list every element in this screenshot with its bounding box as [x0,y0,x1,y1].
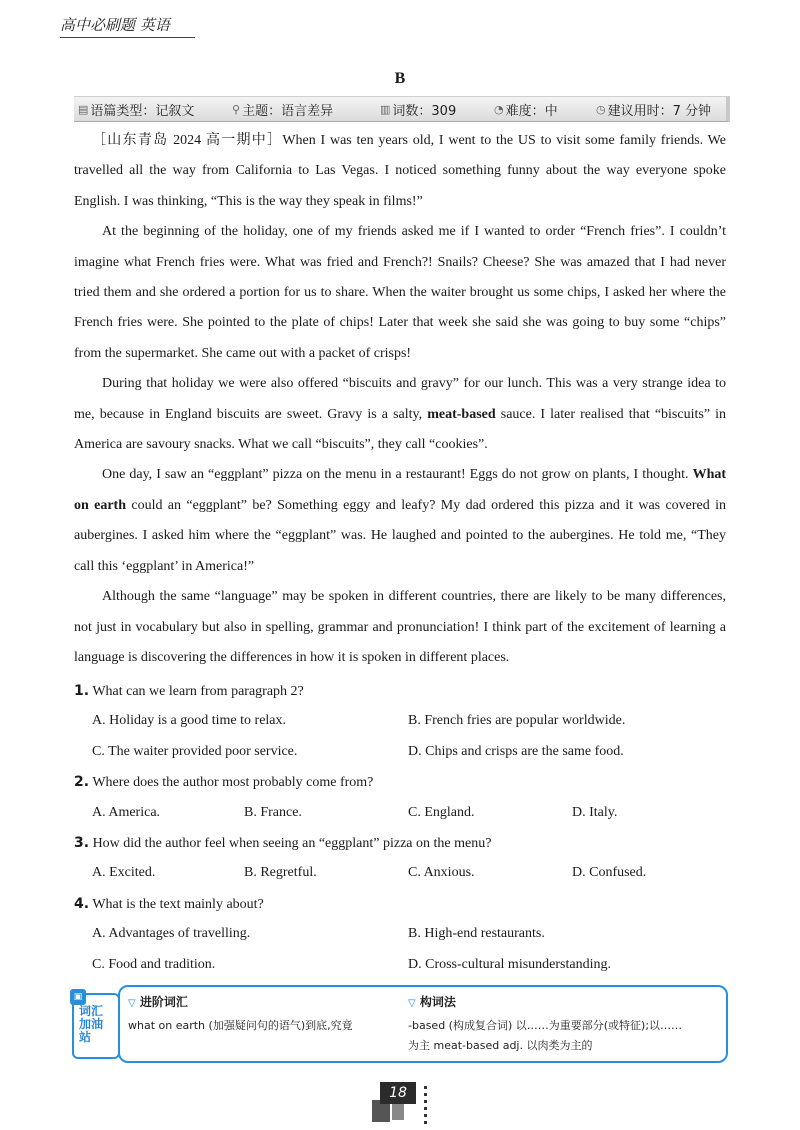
option-a[interactable]: A. Holiday is a good time to relax. [92,713,287,729]
option-c[interactable]: C. The waiter provided poor service. [92,743,298,759]
info-genre [78,100,194,119]
difficulty-icon: ◔ [494,102,504,116]
option-d[interactable]: D. Italy. [572,804,618,820]
paragraph-1: ［山东青岛 2024 高一期中］When I was ten years old, I went to the US to visit some family friends. We travelled all the way from California to Las Vegas. I noticed something funny about the way everyone spoke English. I was thinking, “This is the way they speak in films!” [74,133,726,209]
lock-icon: ▣ [70,989,86,1005]
option-a[interactable]: A. America. [92,804,161,820]
passage-info-bar [74,96,730,122]
question-1-options-row-1 [74,706,726,736]
option-d[interactable]: D. Cross-cultural misunderstanding. [408,956,611,972]
paragraph-3-text-a: During that holiday we were also offered “biscuits and gravy” for our lunch. This was a very strange idea to me, because in England biscuits are sweet. Gravy is a salty, [74,376,726,422]
paragraph-3 [74,369,726,460]
question-2-options [74,798,726,828]
option-b[interactable]: B. Regretful. [244,865,317,881]
info-genre-text: 语篇类型：记叙文 [90,103,195,119]
option-a[interactable]: A. Excited. [92,865,156,881]
clock-icon: ◷ [596,102,606,116]
question-4-options-row-2 [74,950,726,980]
option-c[interactable]: C. Anxious. [408,865,475,881]
vocab-box [118,985,728,1063]
header-underline [60,37,195,38]
vocab-badge [72,993,120,1059]
section-letter: B [394,70,406,87]
vocab-station [72,985,726,1061]
vocab-wordformation-entry-1: -based (构成复合词) 以……为重要部分(或特征);以…… [408,1019,683,1032]
paragraph-5: Although the same “language” may be spoken in different countries, there are likely to be many differences, not just in vocabulary but also in spelling, grammar and pronunciation! I think part of the excitement of learning a language is discovering the differences in how it is spoken in different places. [74,589,726,665]
vocab-advanced-entry: what on earth (加强疑问句的语气)到底,究竟 [128,1019,353,1032]
question-number: 3. [74,834,90,851]
vocab-badge-text: 词汇加油站 [79,1004,104,1044]
info-words-text: 词数：309 [392,103,457,119]
paragraph-4 [74,460,726,582]
reading-passage [74,126,726,673]
page-dots-decoration [424,1086,427,1126]
question-text: What is the text mainly about? [92,896,264,912]
option-b[interactable]: B. French fries are popular worldwide. [408,713,626,729]
info-topic-text: 主题：语言差异 [242,103,334,119]
book-icon: ▤ [78,102,89,116]
paragraph-3-text-b: sauce. I later realised that “biscuits” in America are savoury snacks. What we call “biscuits”, they call “cookies”. [74,406,727,453]
question-4 [74,889,726,919]
page-number: 18 [380,1082,416,1104]
question-2 [74,767,726,797]
info-topic [232,100,333,119]
question-number: 2. [74,774,90,791]
bold-term-what-on-earth: What on earth [74,467,727,513]
info-time-text: 建议用时：7 分钟 [607,103,712,119]
question-3 [74,828,726,858]
vocab-wordformation-entry-2: 为主 meat-based adj. 以肉类为主的 [408,1039,593,1052]
option-d[interactable]: D. Confused. [572,865,647,881]
question-number: 4. [74,895,90,912]
paragraph-4-text-b: could an “eggplant” be? Something eggy and leafy? My dad ordered this pizza and it was covered in aubergines. I asked him where the “eggplant” was. He laughed and pointed to the aubergines. He told me, “They call this ‘eggplant’ in America!” [74,497,726,574]
vocab-advanced-heading [128,993,398,1010]
option-b[interactable]: B. France. [244,804,302,820]
option-c[interactable]: C. England. [408,804,475,820]
search-icon: ⚲ [232,102,241,116]
triangle-icon: ▽ [408,998,416,1009]
book-header-title: 高中必刷题 英语 [60,16,170,34]
word-count-icon: ▥ [380,102,391,116]
question-1 [74,676,726,706]
question-4-options-row-1 [74,919,726,949]
question-text: Where does the author most probably come from? [92,775,374,791]
question-list [74,676,726,980]
question-1-options-row-2 [74,737,726,767]
info-difficulty [494,100,558,119]
option-a[interactable]: A. Advantages of travelling. [92,926,251,942]
vocab-wordformation-title: 构词法 [419,995,456,1009]
info-words [380,100,456,119]
paragraph-2: At the beginning of the holiday, one of my friends asked me if I wanted to order “French fries”. I couldn’t imagine what French fries were. What was fried and French?! Snails? Cheese? She was amazed that I had never tried them and she ordered a portion for us to share. When the waiter brought us some chips, I asked her where the French fries were. She pointed to the plate of chips! Later that week she said she was going to buy some “chips” from the supermarket. She came out with a packet of crisps! [74,224,726,361]
question-text: What can we learn from paragraph 2? [92,684,304,699]
info-difficulty-text: 难度：中 [505,103,558,119]
info-time [596,100,711,119]
vocab-wordformation-heading [408,993,720,1010]
option-c[interactable]: C. Food and tradition. [92,956,216,972]
bold-term-meat-based: meat-based [427,406,496,422]
question-number: 1. [74,683,90,699]
option-b[interactable]: B. High-end restaurants. [408,926,545,942]
paragraph-4-text-a: One day, I saw an “eggplant” pizza on the menu in a restaurant! Eggs do not grow on plants, I thought. [102,467,689,483]
page-number-decoration [392,1104,404,1120]
question-3-options [74,858,726,888]
question-text: How did the author feel when seeing an “eggplant” pizza on the menu? [92,835,492,851]
vocab-advanced-title: 进阶词汇 [139,995,188,1009]
triangle-icon: ▽ [128,998,136,1009]
vocab-advanced-column [128,993,398,1036]
vocab-wordformation-column [408,993,720,1056]
option-d[interactable]: D. Chips and crisps are the same food. [408,743,624,759]
